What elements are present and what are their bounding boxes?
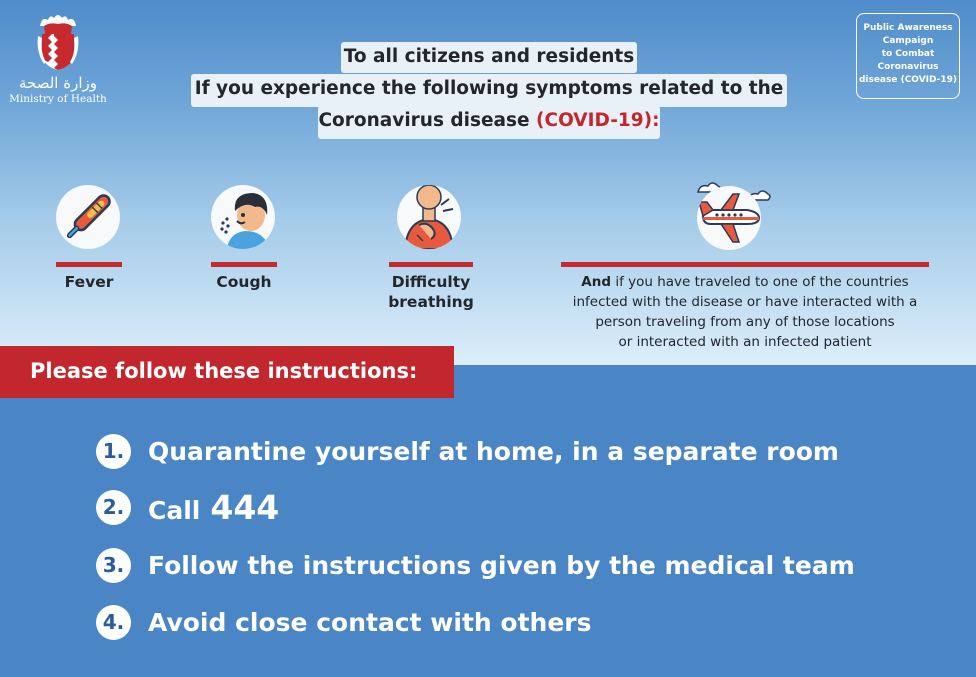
travel-line-1-text: if you have traveled to one of the countries [611, 274, 909, 290]
headline-line-2: If you experience the following symptoms related to the [191, 74, 787, 107]
breathing-label [370, 272, 492, 312]
travel-icon-circle [697, 186, 761, 250]
travel-line-4: or interacted with an infected patient [618, 334, 872, 350]
cough-divider [211, 262, 277, 267]
step-text [148, 490, 279, 528]
breathing-icon-circle [397, 185, 461, 249]
ministry-name-english: Ministry of Health [9, 93, 107, 105]
breathing-difficulty-icon [397, 185, 461, 249]
campaign-line: disease (COVID-19) [858, 75, 958, 85]
bahrain-crest-icon [34, 12, 82, 72]
step-number: 3. [96, 548, 131, 583]
headline-disease: Coronavirus disease [318, 110, 530, 131]
campaign-line: Campaign [882, 36, 934, 46]
thermometer-icon [56, 185, 120, 249]
step-number: 1. [96, 434, 131, 469]
fever-label: Fever [64, 273, 114, 291]
campaign-line: to Combat [881, 49, 935, 59]
headline-line-1: To all citizens and residents [341, 42, 637, 73]
step-text: Quarantine yourself at home, in a separate room [148, 437, 839, 466]
breathing-label-line-1: Difficulty [391, 273, 471, 291]
travel-line-3: person traveling from any of those locations [595, 314, 895, 330]
cough-label: Cough [216, 273, 272, 291]
cough-icon-circle [211, 185, 275, 249]
headline-covid: (COVID-19): [536, 110, 660, 131]
step-text: Avoid close contact with others [148, 608, 592, 637]
step-number: 4. [96, 605, 131, 640]
ministry-name-arabic: وزارة الصحة [19, 74, 97, 92]
travel-line-2: infected with the disease or have interacted with a [572, 294, 918, 310]
fever-icon-circle [56, 185, 120, 249]
campaign-badge [856, 13, 960, 99]
campaign-line: Coronavirus [877, 62, 939, 72]
travel-and: And [581, 274, 612, 290]
step-number: 2. [96, 490, 131, 525]
travel-line-1 [550, 272, 940, 292]
travel-description [550, 272, 940, 352]
fever-divider [56, 262, 122, 267]
breathing-label-line-2: breathing [388, 293, 474, 311]
campaign-line: Public Awareness [863, 23, 953, 33]
airplane-icon [697, 186, 761, 250]
hotline-number: 444 [210, 488, 280, 527]
ministry-logo [8, 12, 108, 105]
travel-divider [561, 262, 929, 267]
call-label: Call [148, 496, 201, 525]
step-text: Follow the instructions given by the medical team [148, 551, 855, 580]
coughing-person-icon [211, 185, 275, 249]
breathing-divider [389, 262, 473, 267]
headline-line-3 [318, 106, 660, 139]
instructions-title: Please follow these instructions: [0, 346, 454, 398]
